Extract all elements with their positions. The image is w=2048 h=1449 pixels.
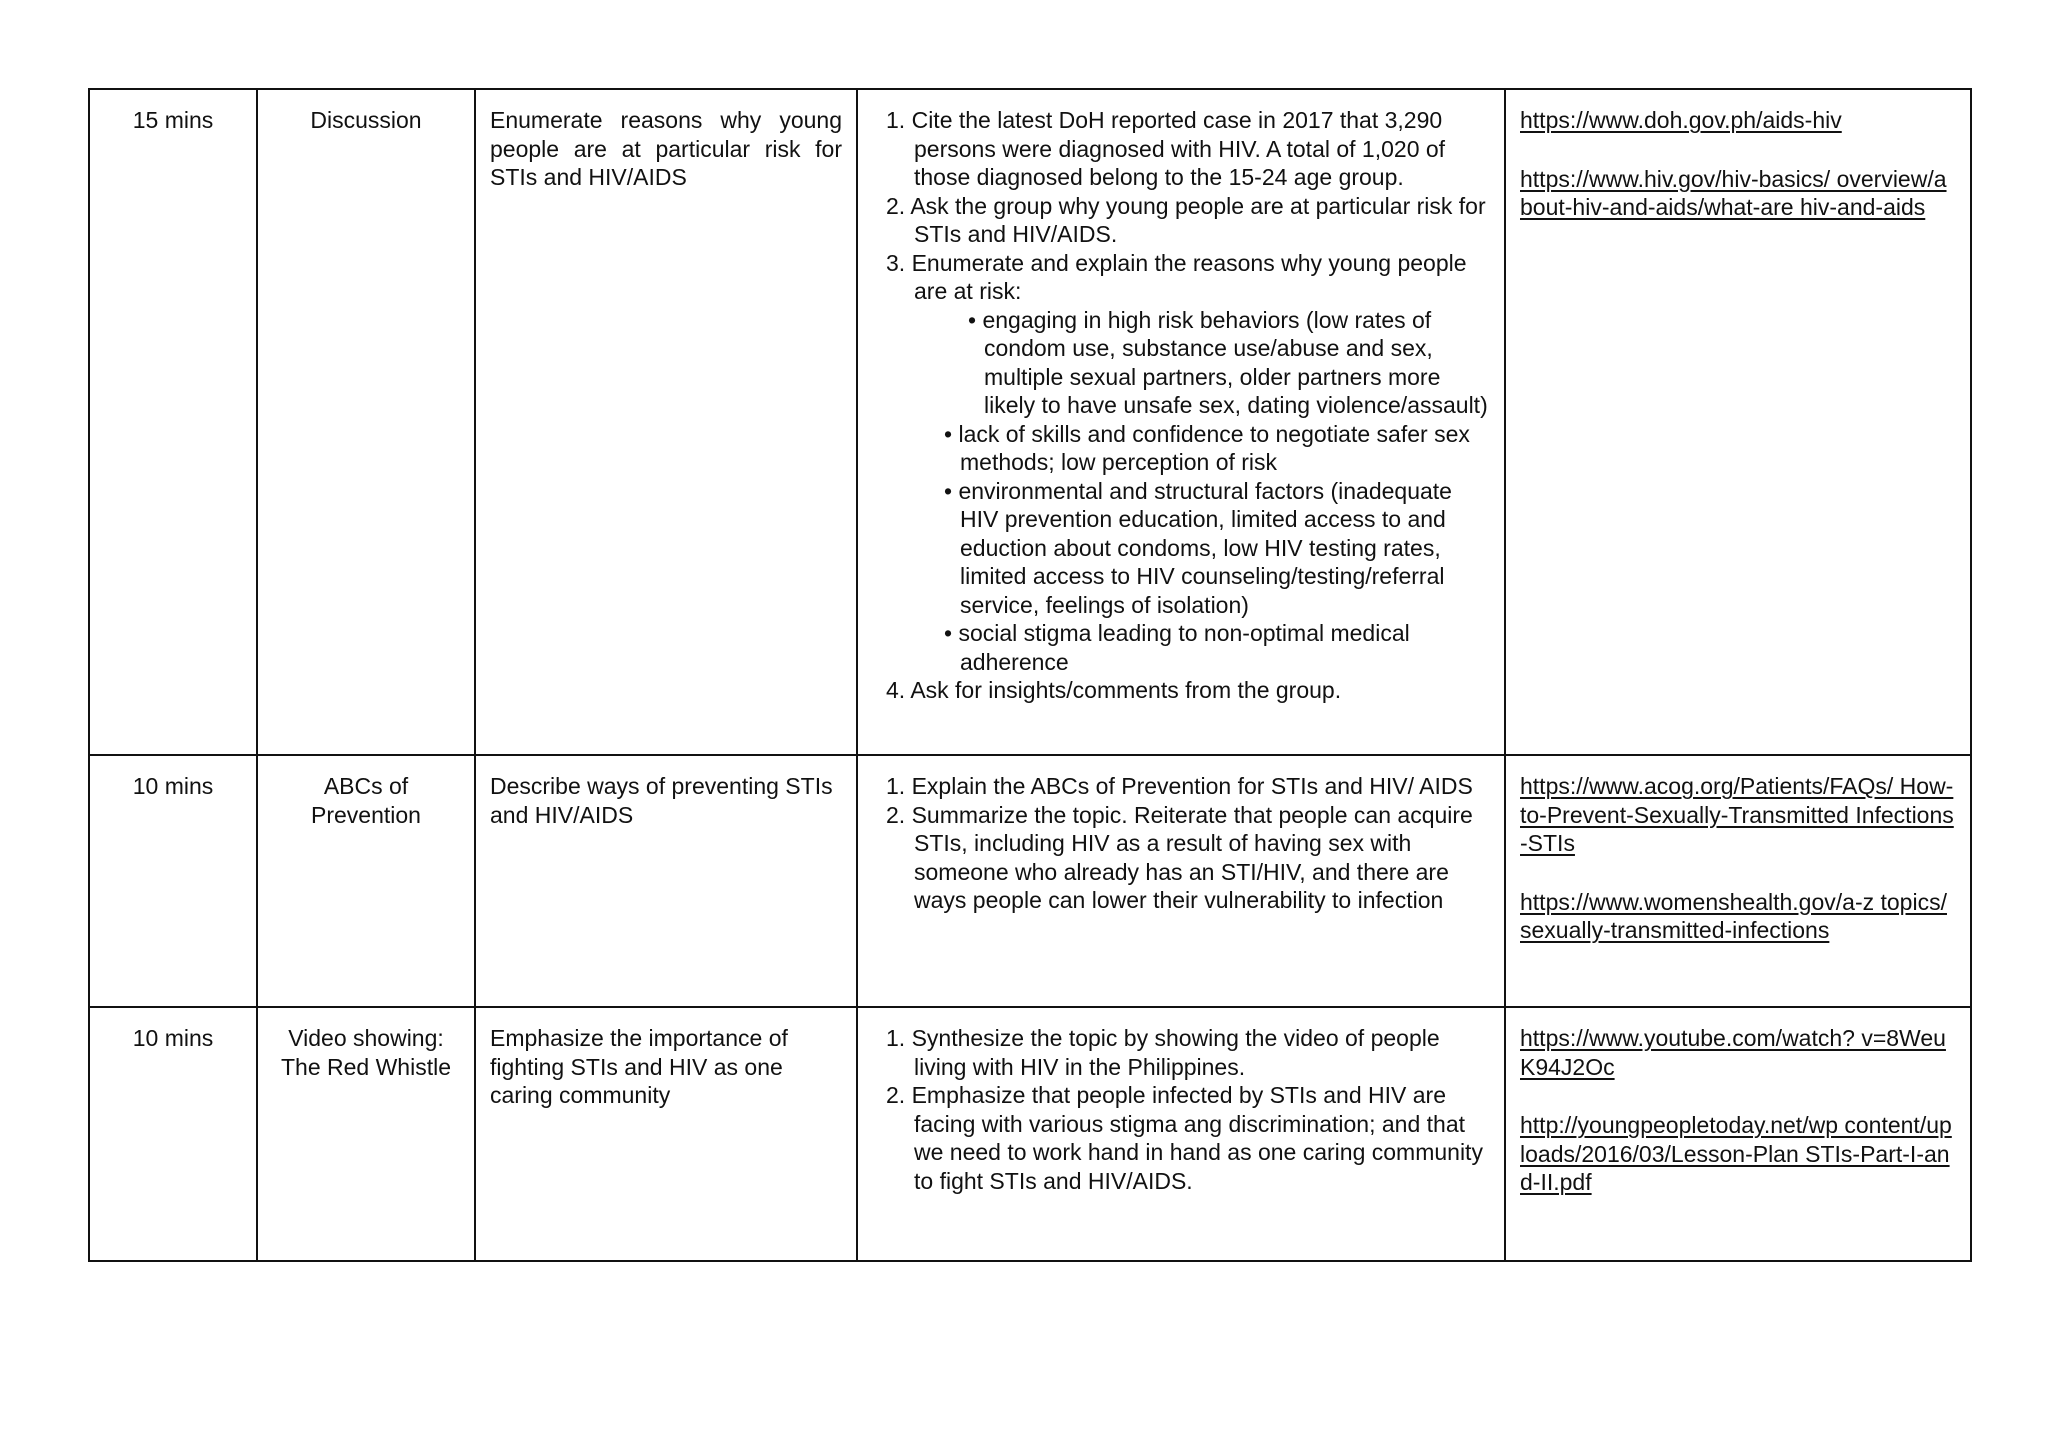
- topic-cell: Video showing: The Red Whistle: [257, 1007, 475, 1261]
- activities-cell: [857, 755, 1505, 1007]
- objective-cell: Describe ways of preventing STIs and HIV/AIDS: [475, 755, 857, 1007]
- duration-cell: 10 mins: [89, 755, 257, 1007]
- activity-list: [872, 106, 1490, 705]
- activity-list: [872, 1024, 1490, 1195]
- activities-cell: [857, 1007, 1505, 1261]
- references-cell: [1505, 89, 1971, 755]
- risk-factor-item: • lack of skills and confidence to negotiate safer sex methods; low perception of risk: [944, 420, 1470, 475]
- objective-cell: Enumerate reasons why young people are at particular risk for STIs and HIV/AIDS: [475, 89, 857, 755]
- activity-item: 4. Ask for insights/comments from the group.: [886, 677, 1342, 703]
- reference-link[interactable]: http://youngpeopletoday.net/wp content/uploads/2016/03/Lesson-Plan STIs-Part-I-and-II.pdf: [1520, 1112, 1952, 1195]
- reference-link[interactable]: https://www.youtube.com/watch? v=8WeuK94J2Oc: [1520, 1025, 1946, 1080]
- duration-cell: 15 mins: [89, 89, 257, 755]
- activity-item: 2. Ask the group why young people are at particular risk for STIs and HIV/AIDS.: [886, 192, 1486, 247]
- activity-item: 1. Cite the latest DoH reported case in 2017 that 3,290 persons were diagnosed with HIV. A total of 1,020 of those diagnosed belong to the 15-24 age group.: [886, 107, 1446, 190]
- objective-cell: Emphasize the importance of fighting STIs and HIV as one caring community: [475, 1007, 857, 1261]
- activity-item: 2. Emphasize that people infected by STIs and HIV are facing with various stigma ang discrimination; and that we need to work hand in hand as one caring community to fight STIs and HIV/AIDS.: [886, 1082, 1483, 1194]
- risk-factor-list: [914, 306, 1490, 677]
- risk-factor-item: • social stigma leading to non-optimal medical adherence: [944, 620, 1410, 675]
- table-row: [89, 755, 1971, 1007]
- table-row: [89, 89, 1971, 755]
- topic-cell: Discussion: [257, 89, 475, 755]
- activity-item: 1. Explain the ABCs of Prevention for STIs and HIV/ AIDS: [886, 773, 1473, 799]
- activity-item: 1. Synthesize the topic by showing the video of people living with HIV in the Philippines.: [886, 1025, 1440, 1080]
- duration-cell: 10 mins: [89, 1007, 257, 1261]
- reference-link[interactable]: https://www.doh.gov.ph/aids-hiv: [1520, 107, 1842, 133]
- activity-list: [872, 772, 1490, 915]
- risk-factor-item: • environmental and structural factors (inadequate HIV prevention education, limited access to and eduction about condoms, low HIV testing rates, limited access to HIV counseling/testing/referral service, feelings of isolation): [944, 477, 1452, 618]
- activity-item: 3. Enumerate and explain the reasons why young people are at risk: • engaging in high risk behaviors (low rates of condom use, substance use/abuse and sex, multiple sexual partners, older partners more likely to have unsafe sex, dating violence/assault) • lack of skills and confidence to negotiate safer sex methods; low perception of risk • environmental and structural factors (inadequate HIV prevention education, limited access to and eduction about condoms, low HIV testing rates, limited access to HIV counseling/testing/referral service, feelings of isolation) • social stigma leading to non-optimal medical adherence: [872, 249, 1490, 677]
- activities-cell: [857, 89, 1505, 755]
- reference-link[interactable]: https://www.hiv.gov/hiv-basics/ overview/about-hiv-and-aids/what-are hiv-and-aids: [1520, 165, 1947, 220]
- references-cell: [1505, 1007, 1971, 1261]
- topic-cell: ABCs of Prevention: [257, 755, 475, 1007]
- references-cell: [1505, 755, 1971, 1007]
- table-row: [89, 1007, 1971, 1261]
- reference-link[interactable]: https://www.acog.org/Patients/FAQs/ How-to-Prevent-Sexually-Transmitted Infections-STIs: [1520, 773, 1954, 856]
- risk-factor-item: • engaging in high risk behaviors (low rates of condom use, substance use/abuse and sex, multiple sexual partners, older partners more likely to have unsafe sex, dating violence/assault): [968, 306, 1488, 418]
- activity-item: 2. Summarize the topic. Reiterate that people can acquire STIs, including HIV as a result of having sex with someone who already has an STI/HIV, and there are ways people can lower their vulnerability to infection: [886, 801, 1473, 913]
- lesson-plan-table: [88, 88, 1972, 1262]
- reference-link[interactable]: https://www.womenshealth.gov/a-z topics/sexually-transmitted-infections: [1520, 888, 1947, 943]
